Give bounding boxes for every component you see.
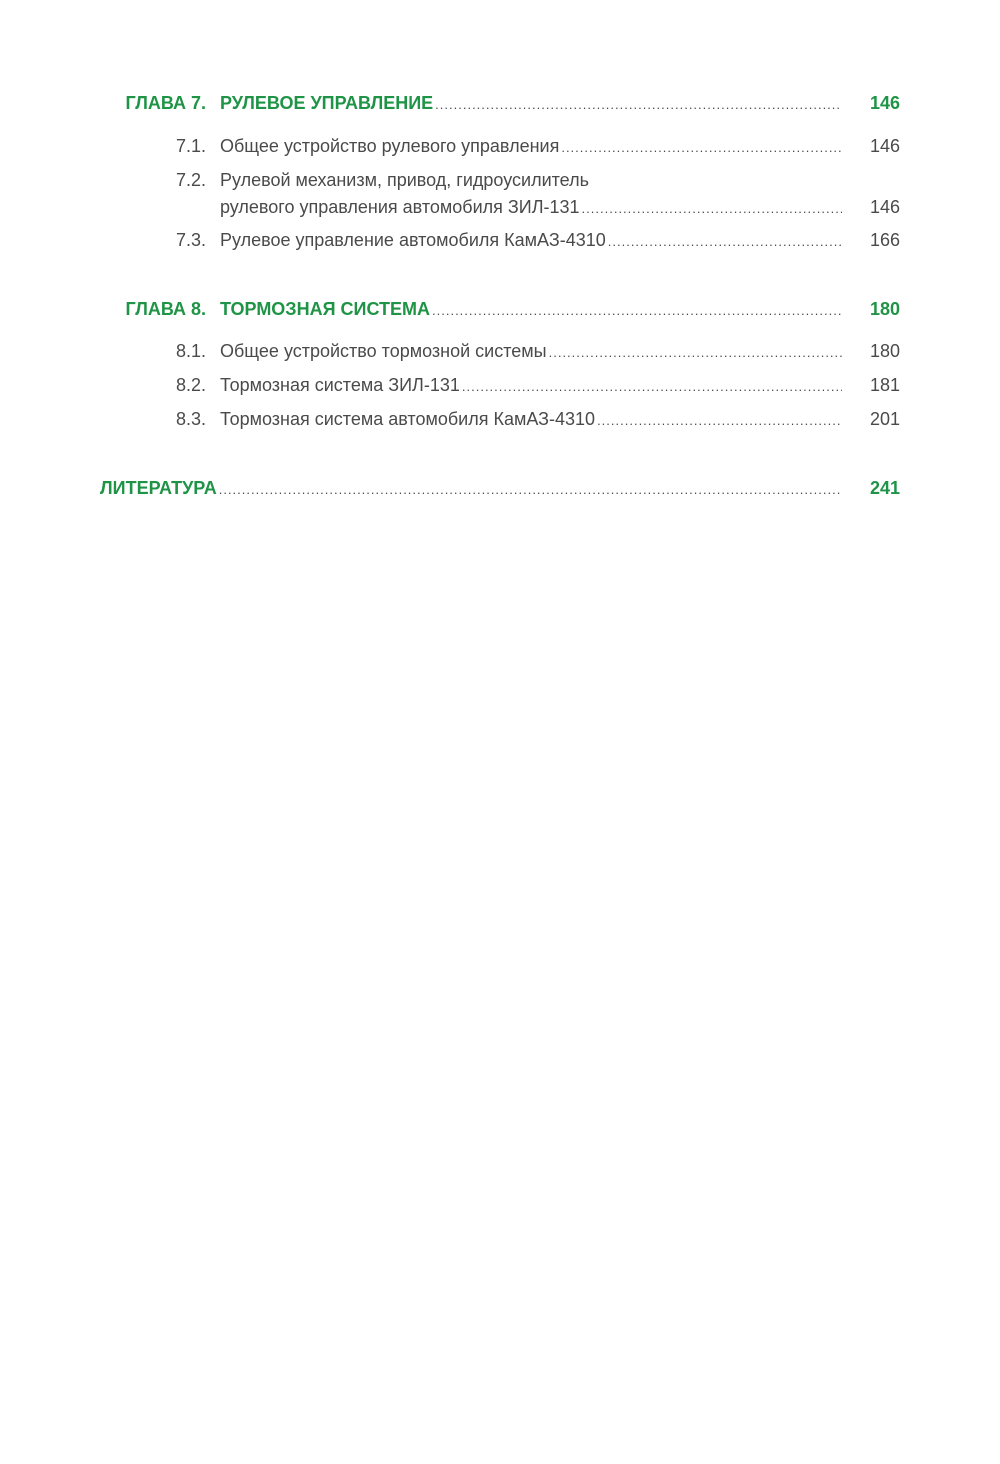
section-title-continued: рулевого управления автомобиля ЗИЛ-131 xyxy=(220,197,580,217)
page-number: 166 xyxy=(869,230,900,250)
section-title: Рулевой механизм, привод, гидроусилитель xyxy=(220,170,589,190)
toc-section-7-1[interactable] xyxy=(0,134,1000,158)
section-title-leader xyxy=(220,407,842,433)
toc-section-7-3[interactable] xyxy=(0,228,1000,252)
toc-section-7-2-line1[interactable] xyxy=(0,168,1000,192)
page-number: 180 xyxy=(869,299,900,319)
page-number: 146 xyxy=(869,197,900,217)
page-number: 201 xyxy=(869,409,900,429)
section-number: 7.1. xyxy=(175,136,206,156)
dot-leader xyxy=(561,136,842,160)
toc-chapter-7[interactable] xyxy=(0,91,1000,115)
page-number: 146 xyxy=(869,93,900,113)
section-title-leader xyxy=(220,228,842,254)
dot-leader xyxy=(582,197,842,221)
toc-chapter-8[interactable] xyxy=(0,297,1000,321)
section-title: Тормозная система ЗИЛ-131 xyxy=(220,375,460,395)
section-number: 8.1. xyxy=(175,341,206,361)
toc-section-8-1[interactable] xyxy=(0,339,1000,363)
page-number: 181 xyxy=(869,375,900,395)
dot-leader xyxy=(435,93,842,117)
section-title-leader xyxy=(220,195,842,221)
dot-leader xyxy=(597,409,842,433)
section-title: Общее устройство рулевого управления xyxy=(220,136,560,156)
chapter-number: ГЛАВА 8. xyxy=(125,299,206,319)
section-title: Тормозная система автомобиля КамАЗ-4310 xyxy=(220,409,596,429)
section-title-leader xyxy=(220,134,842,160)
toc-section-7-2-line2[interactable] xyxy=(0,195,1000,219)
chapter-title: ТОРМОЗНАЯ СИСТЕМА xyxy=(220,299,431,319)
section-number: 7.2. xyxy=(175,170,206,190)
section-title-leader xyxy=(220,373,842,399)
dot-leader xyxy=(432,299,842,323)
dot-leader xyxy=(549,341,842,365)
toc-literature[interactable] xyxy=(0,476,1000,500)
page-number: 146 xyxy=(869,136,900,156)
section-title: Рулевое управление автомобиля КамАЗ-4310 xyxy=(220,230,606,250)
chapter-title-leader xyxy=(220,91,842,117)
dot-leader xyxy=(462,375,842,399)
chapter-title: РУЛЕВОЕ УПРАВЛЕНИЕ xyxy=(220,93,434,113)
page-number: 180 xyxy=(869,341,900,361)
chapter-title-leader xyxy=(220,297,842,323)
dot-leader xyxy=(608,230,842,254)
toc-section-8-2[interactable] xyxy=(0,373,1000,397)
literature-title-leader xyxy=(100,476,842,502)
page-number: 241 xyxy=(869,478,900,498)
section-number: 8.3. xyxy=(175,409,206,429)
toc-section-8-3[interactable] xyxy=(0,407,1000,431)
section-number: 7.3. xyxy=(175,230,206,250)
section-title: Общее устройство тормозной системы xyxy=(220,341,547,361)
section-number: 8.2. xyxy=(175,375,206,395)
chapter-number: ГЛАВА 7. xyxy=(125,93,206,113)
literature-title: ЛИТЕРАТУРА xyxy=(100,478,217,498)
section-title-leader xyxy=(220,339,842,365)
dot-leader xyxy=(219,478,842,502)
